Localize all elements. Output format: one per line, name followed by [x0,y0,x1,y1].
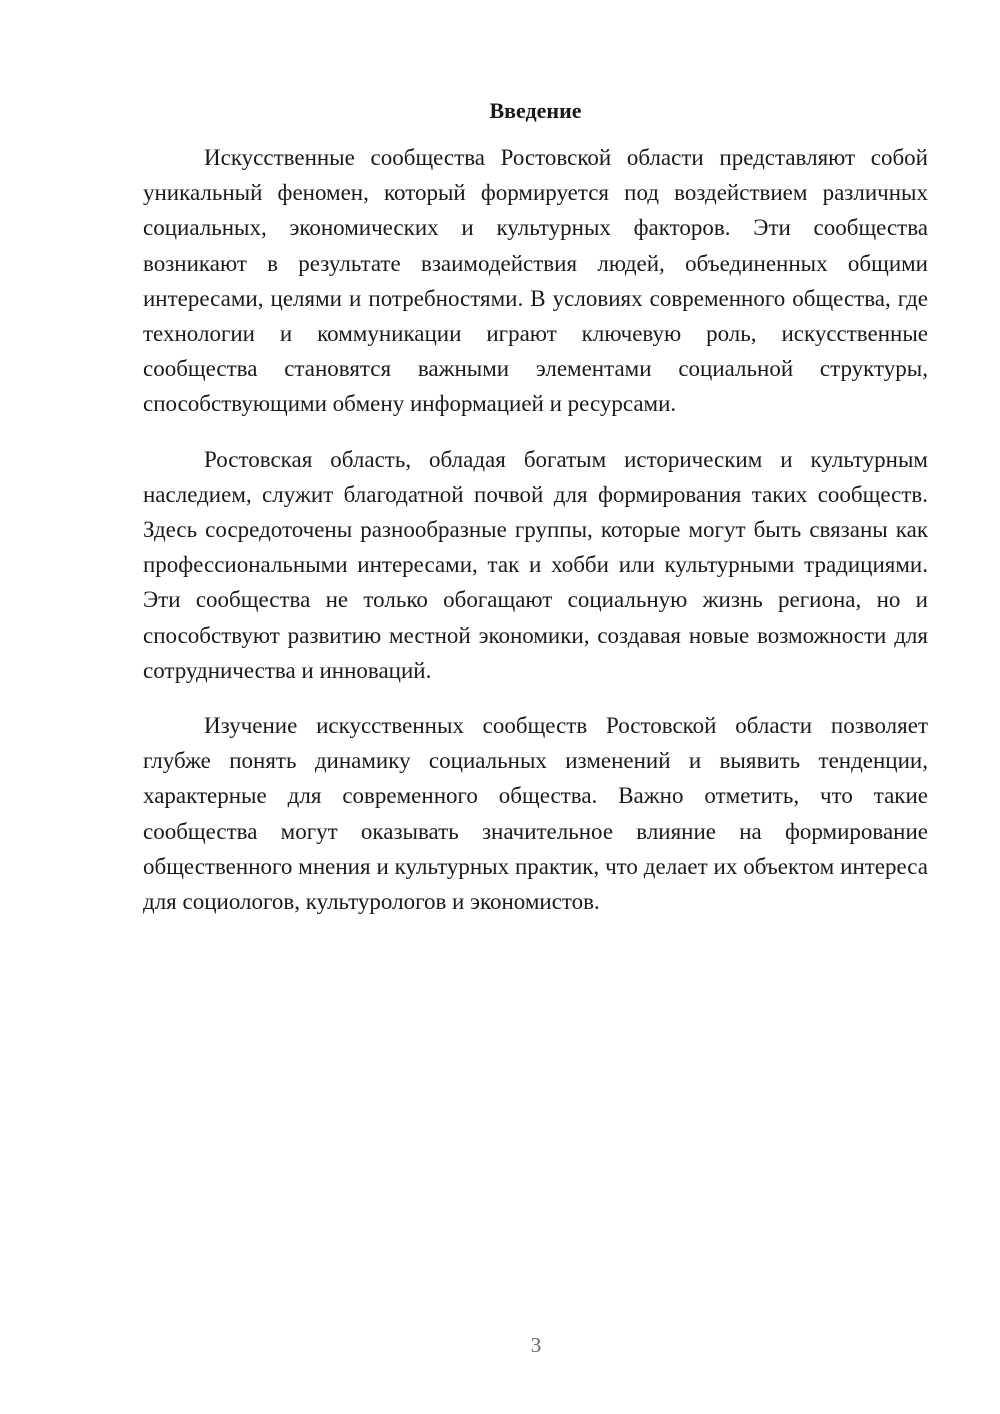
page-number: 3 [530,1333,542,1357]
page-content [143,96,928,939]
paragraph-3: Изучение искусственных сообществ Ростовской области позволяет глубже понять динамику социальных изменений и выявить тенденции, характерные для современного общества. Важно отметить, что такие сообщества могут оказывать значительное влияние на формирование общественного мнения и культурных практик, что делает их объектом интереса для социологов, культурологов и экономистов. [143,713,928,915]
paragraph-1: Искусственные сообщества Ростовской области представляют собой уникальный феномен, который формируется под воздействием различных социальных, экономических и культурных факторов. Эти сообщества возникают в результате взаимодействия людей, объединенных общими интересами, целями и потребностями. В условиях современного общества, где технологии и коммуникации играют ключевую роль, искусственные сообщества становятся важными элементами социальной структуры, способствующими обмену информацией и ресурсами. [143,145,928,417]
section-title: Введение [489,98,582,123]
paragraph-2: Ростовская область, обладая богатым историческим и культурным наследием, служит благодатной почвой для формирования таких сообществ. Здесь сосредоточены разнообразные группы, которые могут быть связаны как профессиональными интересами, так и хобби или культурными традициями. Эти сообщества не только обогащают социальную жизнь региона, но и способствуют развитию местной экономики, создавая новые возможности для сотрудничества и инноваций. [143,446,928,683]
